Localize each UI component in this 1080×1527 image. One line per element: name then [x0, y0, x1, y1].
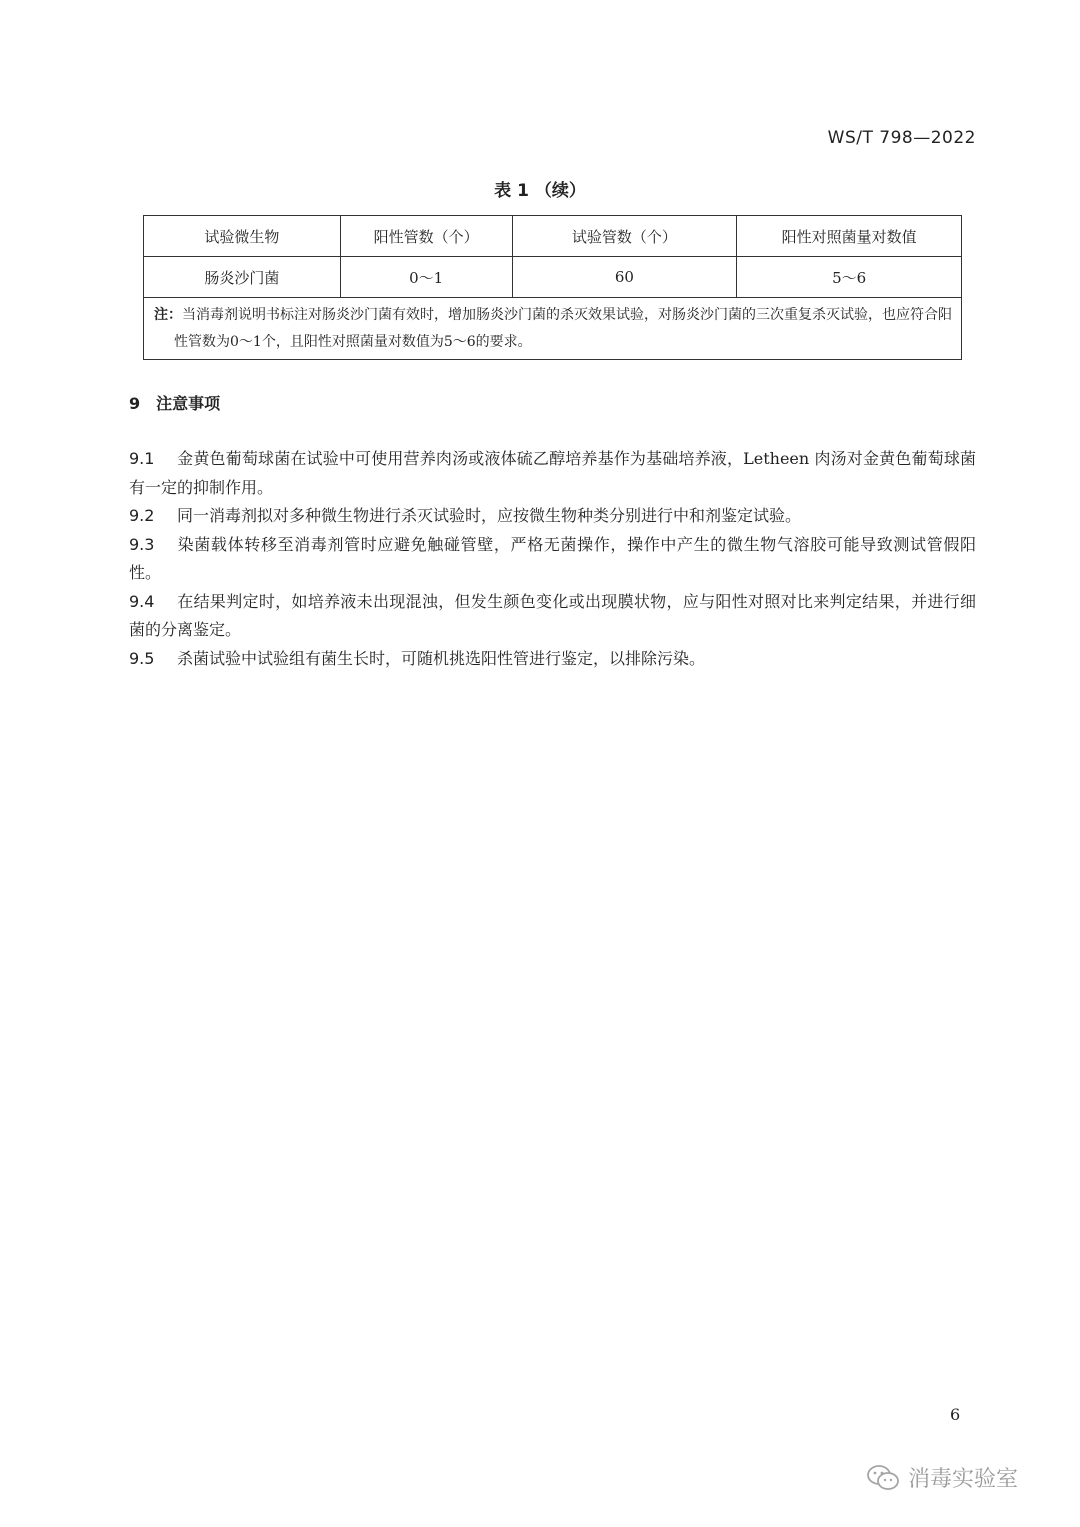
clause-text: 同一消毒剂拟对多种微生物进行杀灭试验时，应按微生物种类分别进行中和剂鉴定试验。: [177, 506, 802, 525]
table-header-cell: 试验管数（个）: [512, 216, 737, 257]
clause-text: 金黄色葡萄球菌在试验中可使用营养肉汤或液体硫乙醇培养基作为基础培养液，Letheen 肉汤对金黄色葡萄球菌有一定的抑制作用。: [129, 449, 976, 497]
clause-number: 9.2: [129, 506, 155, 525]
clause-number: 9.1: [129, 449, 155, 468]
data-table: [143, 215, 962, 360]
clause-item: [129, 588, 976, 645]
table-note: [144, 298, 962, 360]
clause-number: 9.3: [129, 534, 155, 554]
clause-number: 9.4: [129, 591, 155, 611]
table-cell: 肠炎沙门菌: [144, 257, 341, 298]
section-heading: [129, 391, 220, 414]
note-text: 当消毒剂说明书标注对肠炎沙门菌有效时，增加肠炎沙门菌的杀灭效果试验，对肠炎沙门菌的三次重复杀灭试验，也应符合阳性管数为0～1个，且阳性对照菌量对数值为5～6的要求。: [174, 306, 952, 350]
table-cell: 60: [512, 257, 737, 298]
section-number: 9: [129, 394, 141, 413]
clause-text: 杀菌试验中试验组有菌生长时，可随机挑选阳性管进行鉴定，以排除污染。: [177, 648, 706, 668]
clause-text: 在结果判定时，如培养液未出现混浊，但发生颜色变化或出现膜状物，应与阳性对照对比来判定结果，并进行细菌的分离鉴定。: [129, 591, 976, 639]
table-cell: 5～6: [737, 257, 962, 298]
table-note-row: [144, 298, 962, 360]
standard-number: WS/T 798—2022: [827, 128, 976, 148]
watermark-text: 消毒实验室: [908, 1467, 1019, 1492]
table-cell: 0～1: [340, 257, 512, 298]
page-number: 6: [950, 1405, 961, 1424]
table-header-cell: 试验微生物: [144, 216, 341, 257]
clause-number: 9.5: [129, 648, 155, 668]
table-header-row: [144, 216, 962, 257]
clause-item: [129, 645, 976, 674]
section-title: 注意事项: [156, 394, 221, 413]
watermark: [866, 1462, 1018, 1493]
clause-item: [129, 531, 976, 588]
table-header-cell: 阳性对照菌量对数值: [737, 216, 962, 257]
clause-text: 染菌载体转移至消毒剂管时应避免触碰管壁，严格无菌操作，操作中产生的微生物气溶胶可能导致测试管假阳性。: [129, 534, 976, 582]
table-header-cell: 阳性管数（个）: [340, 216, 512, 257]
wechat-icon: [866, 1464, 900, 1492]
table-row: [144, 257, 962, 298]
clause-item: [129, 502, 976, 531]
note-label: 注：: [154, 306, 182, 323]
table-title: 表 1 （续）: [494, 181, 586, 201]
clause-item: [129, 445, 976, 502]
clause-list: [129, 445, 976, 673]
